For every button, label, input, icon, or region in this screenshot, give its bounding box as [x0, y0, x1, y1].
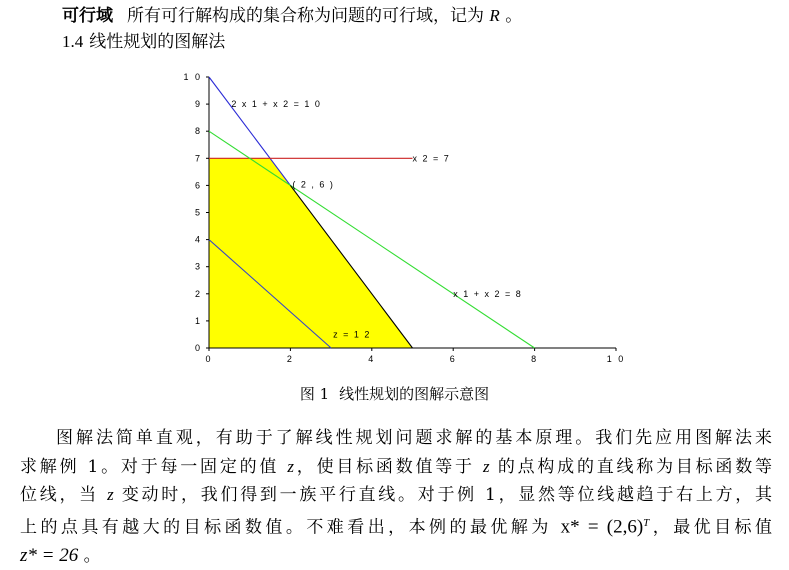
- figure-caption: [0, 383, 789, 405]
- paragraph-line: 上的点具有越大的目标函数值。不难看出，本例的最优解为 $x* = (2,6)^T$，最优目标值: [20, 516, 773, 538]
- var-z: z: [287, 456, 294, 476]
- section-heading: [62, 29, 225, 55]
- y-tick-label: 5: [194, 207, 202, 218]
- x-tick-label: 0: [205, 354, 213, 364]
- optimal-value: z* = 26: [20, 544, 79, 566]
- definition-text: 所有可行解构成的集合称为问题的可行域，记为: [127, 6, 484, 26]
- paragraph-line: z* = 26 。: [20, 544, 101, 566]
- optimal-solution: x* = (2,6): [560, 516, 644, 538]
- x-tick-label: 4: [368, 354, 376, 364]
- definition-term: 可行域: [62, 6, 113, 26]
- body-paragraph: [20, 425, 772, 570]
- figure-caption-text: 线性规划的图解示意图: [339, 385, 490, 403]
- chart-figure: [160, 62, 640, 372]
- chart-annotation: z = 1 2: [333, 329, 371, 340]
- x-tick-label: 2: [286, 354, 294, 364]
- y-tick-label: 1: [194, 315, 202, 326]
- chart-annotation: 2 x 1 + x 2 = 1 0: [231, 99, 322, 110]
- x-tick-label: 6: [449, 354, 457, 364]
- transpose-mark: T: [643, 516, 650, 529]
- var-z: z: [107, 485, 114, 504]
- paragraph-line: 图解法简单直观，有助于了解线性规划问题求解的基本原理。我们先应用图解法来: [56, 428, 772, 448]
- chart-annotation: x 1 + x 2 = 8: [453, 288, 523, 299]
- definition-line: [62, 3, 522, 29]
- definition-symbol: R: [489, 6, 500, 25]
- paragraph-line: 位线，当 z 变动时，我们得到一族平行直线。对于例 1，显然等位线越趋于右上方，其: [20, 485, 773, 505]
- y-tick-label: 4: [194, 234, 202, 245]
- y-tick-label: 2: [194, 288, 202, 299]
- y-tick-label: 0: [194, 343, 202, 353]
- y-tick-label: 1 0: [183, 72, 202, 82]
- section-title: 线性规划的图解法: [89, 32, 226, 52]
- chart-annotation: ( 2 , 6 ): [292, 179, 335, 190]
- y-tick-label: 9: [194, 99, 202, 110]
- x-tick-label: 8: [531, 354, 539, 364]
- figure-number: 图 1: [299, 385, 330, 403]
- y-tick-label: 6: [194, 180, 202, 191]
- y-tick-label: 7: [194, 153, 202, 164]
- chart-annotation: x 2 = 7: [412, 153, 451, 164]
- chart-svg: [160, 62, 640, 372]
- definition-end: 。: [505, 6, 523, 26]
- paragraph-line: 求解例 1。对于每一固定的值 z，使目标函数值等于 z 的点构成的直线称为目标函数等: [20, 456, 772, 477]
- x-tick-label: 1 0: [606, 354, 626, 364]
- y-tick-label: 3: [194, 261, 202, 272]
- var-z: z: [483, 456, 490, 476]
- y-tick-label: 8: [194, 126, 202, 137]
- section-number: 1.4: [62, 32, 84, 51]
